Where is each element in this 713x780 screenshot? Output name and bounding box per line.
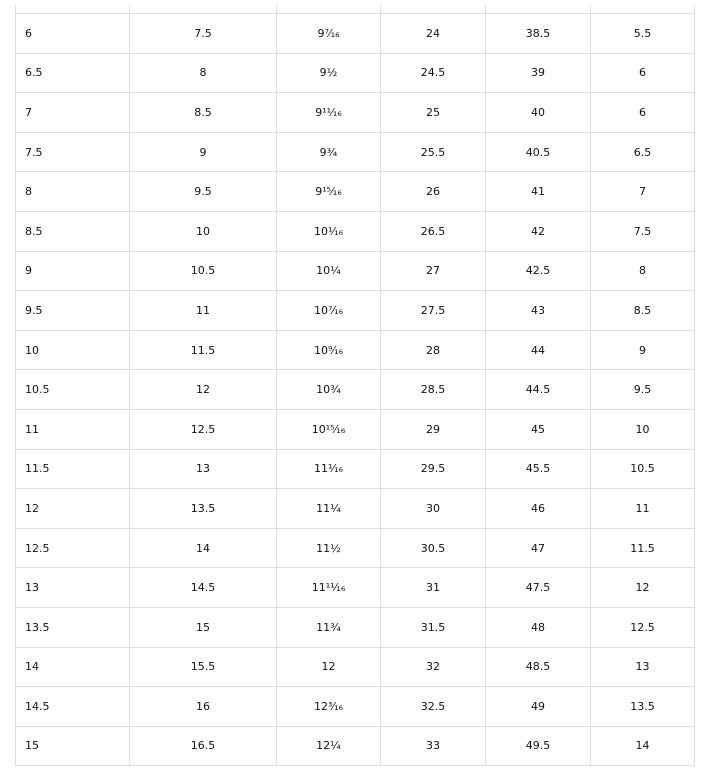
cell-inches: 11¹¹⁄₁₆ xyxy=(277,568,381,608)
cell-eu-size: 47 xyxy=(486,528,591,568)
cell-eu-size: 45 xyxy=(486,409,591,449)
table-row xyxy=(16,726,695,766)
cell-eu-size: 38.5 xyxy=(486,14,591,54)
cell-eu-size-a: 8 xyxy=(130,53,277,93)
cell-us-size: 8.5 xyxy=(16,211,130,251)
cell-inches: 11½ xyxy=(277,528,381,568)
cell-inches: 9¹¹⁄₁₆ xyxy=(277,93,381,133)
cell-cm: 26 xyxy=(381,172,486,212)
cell-eu-size: 40.5 xyxy=(486,132,591,172)
table-row xyxy=(16,528,695,568)
cell-eu-size: 47.5 xyxy=(486,568,591,608)
cell-cm: 26.5 xyxy=(381,211,486,251)
cell-eu-size-a: 15.5 xyxy=(130,647,277,687)
cell-us-size: 8 xyxy=(16,172,130,212)
table-row xyxy=(16,607,695,647)
cell-us-size: 11.5 xyxy=(16,449,130,489)
cell-cm: 25 xyxy=(381,93,486,133)
cell-eu-size: 40 xyxy=(486,93,591,133)
table-row xyxy=(16,251,695,291)
cell-eu-size-a: 14 xyxy=(130,528,277,568)
cell-cm: 28 xyxy=(381,330,486,370)
table-row xyxy=(16,211,695,251)
cell-inches: 9½ xyxy=(277,53,381,93)
cell-inches: 10⁹⁄₁₆ xyxy=(277,330,381,370)
cell-uk-size: 6 xyxy=(591,53,695,93)
cell-uk-size: 10 xyxy=(591,409,695,449)
cell-uk-size: 13 xyxy=(591,647,695,687)
cell-us-size: 14.5 xyxy=(16,687,130,727)
cell-inches: 12¼ xyxy=(277,726,381,766)
cell-eu-size-a: 15 xyxy=(130,607,277,647)
cell-eu-size-a: 11 xyxy=(130,291,277,331)
cell-inches: 11¼ xyxy=(277,489,381,529)
cell-us-size: 9 xyxy=(16,251,130,291)
cell-eu-size-a: 12 xyxy=(130,370,277,410)
cell-inches: 9⁷⁄₁₆ xyxy=(277,14,381,54)
cell-eu-size-a: 16 xyxy=(130,687,277,727)
cell-eu-size-a: 13.5 xyxy=(130,489,277,529)
table-row xyxy=(16,53,695,93)
cell-inches: 10¾ xyxy=(277,370,381,410)
cell-cm: 27.5 xyxy=(381,291,486,331)
cell-us-size: 6 xyxy=(16,14,130,54)
size-chart-table xyxy=(15,5,695,766)
cell-eu-size: 41 xyxy=(486,172,591,212)
cell-uk-size: 7 xyxy=(591,172,695,212)
cell-uk-size: 11 xyxy=(591,489,695,529)
cell-eu-size-a: 7.5 xyxy=(130,14,277,54)
cell-uk-size: 6 xyxy=(591,93,695,133)
cell-uk-size: 8.5 xyxy=(591,291,695,331)
cell-inches: 12 xyxy=(277,647,381,687)
cell-cm: 25.5 xyxy=(381,132,486,172)
cell-eu-size-a: 12.5 xyxy=(130,409,277,449)
cell-us-size: 9.5 xyxy=(16,291,130,331)
cell-uk-size: 8 xyxy=(591,251,695,291)
cell-inches: 9¾ xyxy=(277,132,381,172)
table-row xyxy=(16,172,695,212)
cell-uk-size: 9 xyxy=(591,330,695,370)
cell-inches: 10¼ xyxy=(277,251,381,291)
table-row xyxy=(16,93,695,133)
size-chart-body xyxy=(16,5,695,766)
cell-us-size: 15 xyxy=(16,726,130,766)
cell-cm: 27 xyxy=(381,251,486,291)
cell-us-size: 12 xyxy=(16,489,130,529)
cell-us-size: 10 xyxy=(16,330,130,370)
cell-inches: 9¹⁵⁄₁₆ xyxy=(277,172,381,212)
table-top-strip xyxy=(16,5,695,14)
table-row xyxy=(16,291,695,331)
cell-eu-size-a: 9 xyxy=(130,132,277,172)
cell-cm: 24.5 xyxy=(381,53,486,93)
cell-inches: 10⁷⁄₁₆ xyxy=(277,291,381,331)
cell-eu-size-a: 16.5 xyxy=(130,726,277,766)
cell-uk-size: 6.5 xyxy=(591,132,695,172)
cell-eu-size: 48 xyxy=(486,607,591,647)
cell-eu-size-a: 11.5 xyxy=(130,330,277,370)
cell-eu-size: 49 xyxy=(486,687,591,727)
cell-cm: 32 xyxy=(381,647,486,687)
cell-cm: 28.5 xyxy=(381,370,486,410)
cell-cm: 29.5 xyxy=(381,449,486,489)
cell-uk-size: 9.5 xyxy=(591,370,695,410)
cell-uk-size: 13.5 xyxy=(591,687,695,727)
table-row xyxy=(16,687,695,727)
cell-inches: 10¹⁵⁄₁₆ xyxy=(277,409,381,449)
cell-eu-size-a: 8.5 xyxy=(130,93,277,133)
cell-us-size: 7.5 xyxy=(16,132,130,172)
table-row xyxy=(16,330,695,370)
cell-uk-size: 12.5 xyxy=(591,607,695,647)
cell-us-size: 7 xyxy=(16,93,130,133)
table-row xyxy=(16,489,695,529)
cell-us-size: 13 xyxy=(16,568,130,608)
cell-cm: 33 xyxy=(381,726,486,766)
cell-cm: 29 xyxy=(381,409,486,449)
table-row xyxy=(16,132,695,172)
cell-inches: 12³⁄₁₆ xyxy=(277,687,381,727)
cell-uk-size: 12 xyxy=(591,568,695,608)
table-row xyxy=(16,568,695,608)
table-row xyxy=(16,449,695,489)
cell-eu-size-a: 9.5 xyxy=(130,172,277,212)
cell-cm: 30 xyxy=(381,489,486,529)
cell-cm: 30.5 xyxy=(381,528,486,568)
cell-uk-size: 5.5 xyxy=(591,14,695,54)
cell-eu-size: 39 xyxy=(486,53,591,93)
cell-us-size: 11 xyxy=(16,409,130,449)
cell-eu-size-a: 10.5 xyxy=(130,251,277,291)
cell-eu-size: 46 xyxy=(486,489,591,529)
cell-eu-size: 42.5 xyxy=(486,251,591,291)
cell-eu-size: 43 xyxy=(486,291,591,331)
cell-us-size: 6.5 xyxy=(16,53,130,93)
cell-inches: 11¹⁄₁₆ xyxy=(277,449,381,489)
cell-eu-size: 44.5 xyxy=(486,370,591,410)
cell-eu-size: 49.5 xyxy=(486,726,591,766)
cell-uk-size: 7.5 xyxy=(591,211,695,251)
cell-inches: 11¾ xyxy=(277,607,381,647)
cell-eu-size-a: 10 xyxy=(130,211,277,251)
cell-eu-size: 48.5 xyxy=(486,647,591,687)
cell-inches: 10¹⁄₁₆ xyxy=(277,211,381,251)
cell-cm: 31 xyxy=(381,568,486,608)
cell-uk-size: 11.5 xyxy=(591,528,695,568)
cell-eu-size-a: 14.5 xyxy=(130,568,277,608)
cell-cm: 32.5 xyxy=(381,687,486,727)
table-row xyxy=(16,370,695,410)
table-row xyxy=(16,409,695,449)
cell-uk-size: 10.5 xyxy=(591,449,695,489)
cell-eu-size: 44 xyxy=(486,330,591,370)
cell-us-size: 14 xyxy=(16,647,130,687)
table-row xyxy=(16,647,695,687)
cell-eu-size: 42 xyxy=(486,211,591,251)
cell-us-size: 10.5 xyxy=(16,370,130,410)
cell-eu-size: 45.5 xyxy=(486,449,591,489)
cell-us-size: 13.5 xyxy=(16,607,130,647)
cell-cm: 24 xyxy=(381,14,486,54)
cell-uk-size: 14 xyxy=(591,726,695,766)
table-row xyxy=(16,14,695,54)
cell-cm: 31.5 xyxy=(381,607,486,647)
cell-us-size: 12.5 xyxy=(16,528,130,568)
cell-eu-size-a: 13 xyxy=(130,449,277,489)
